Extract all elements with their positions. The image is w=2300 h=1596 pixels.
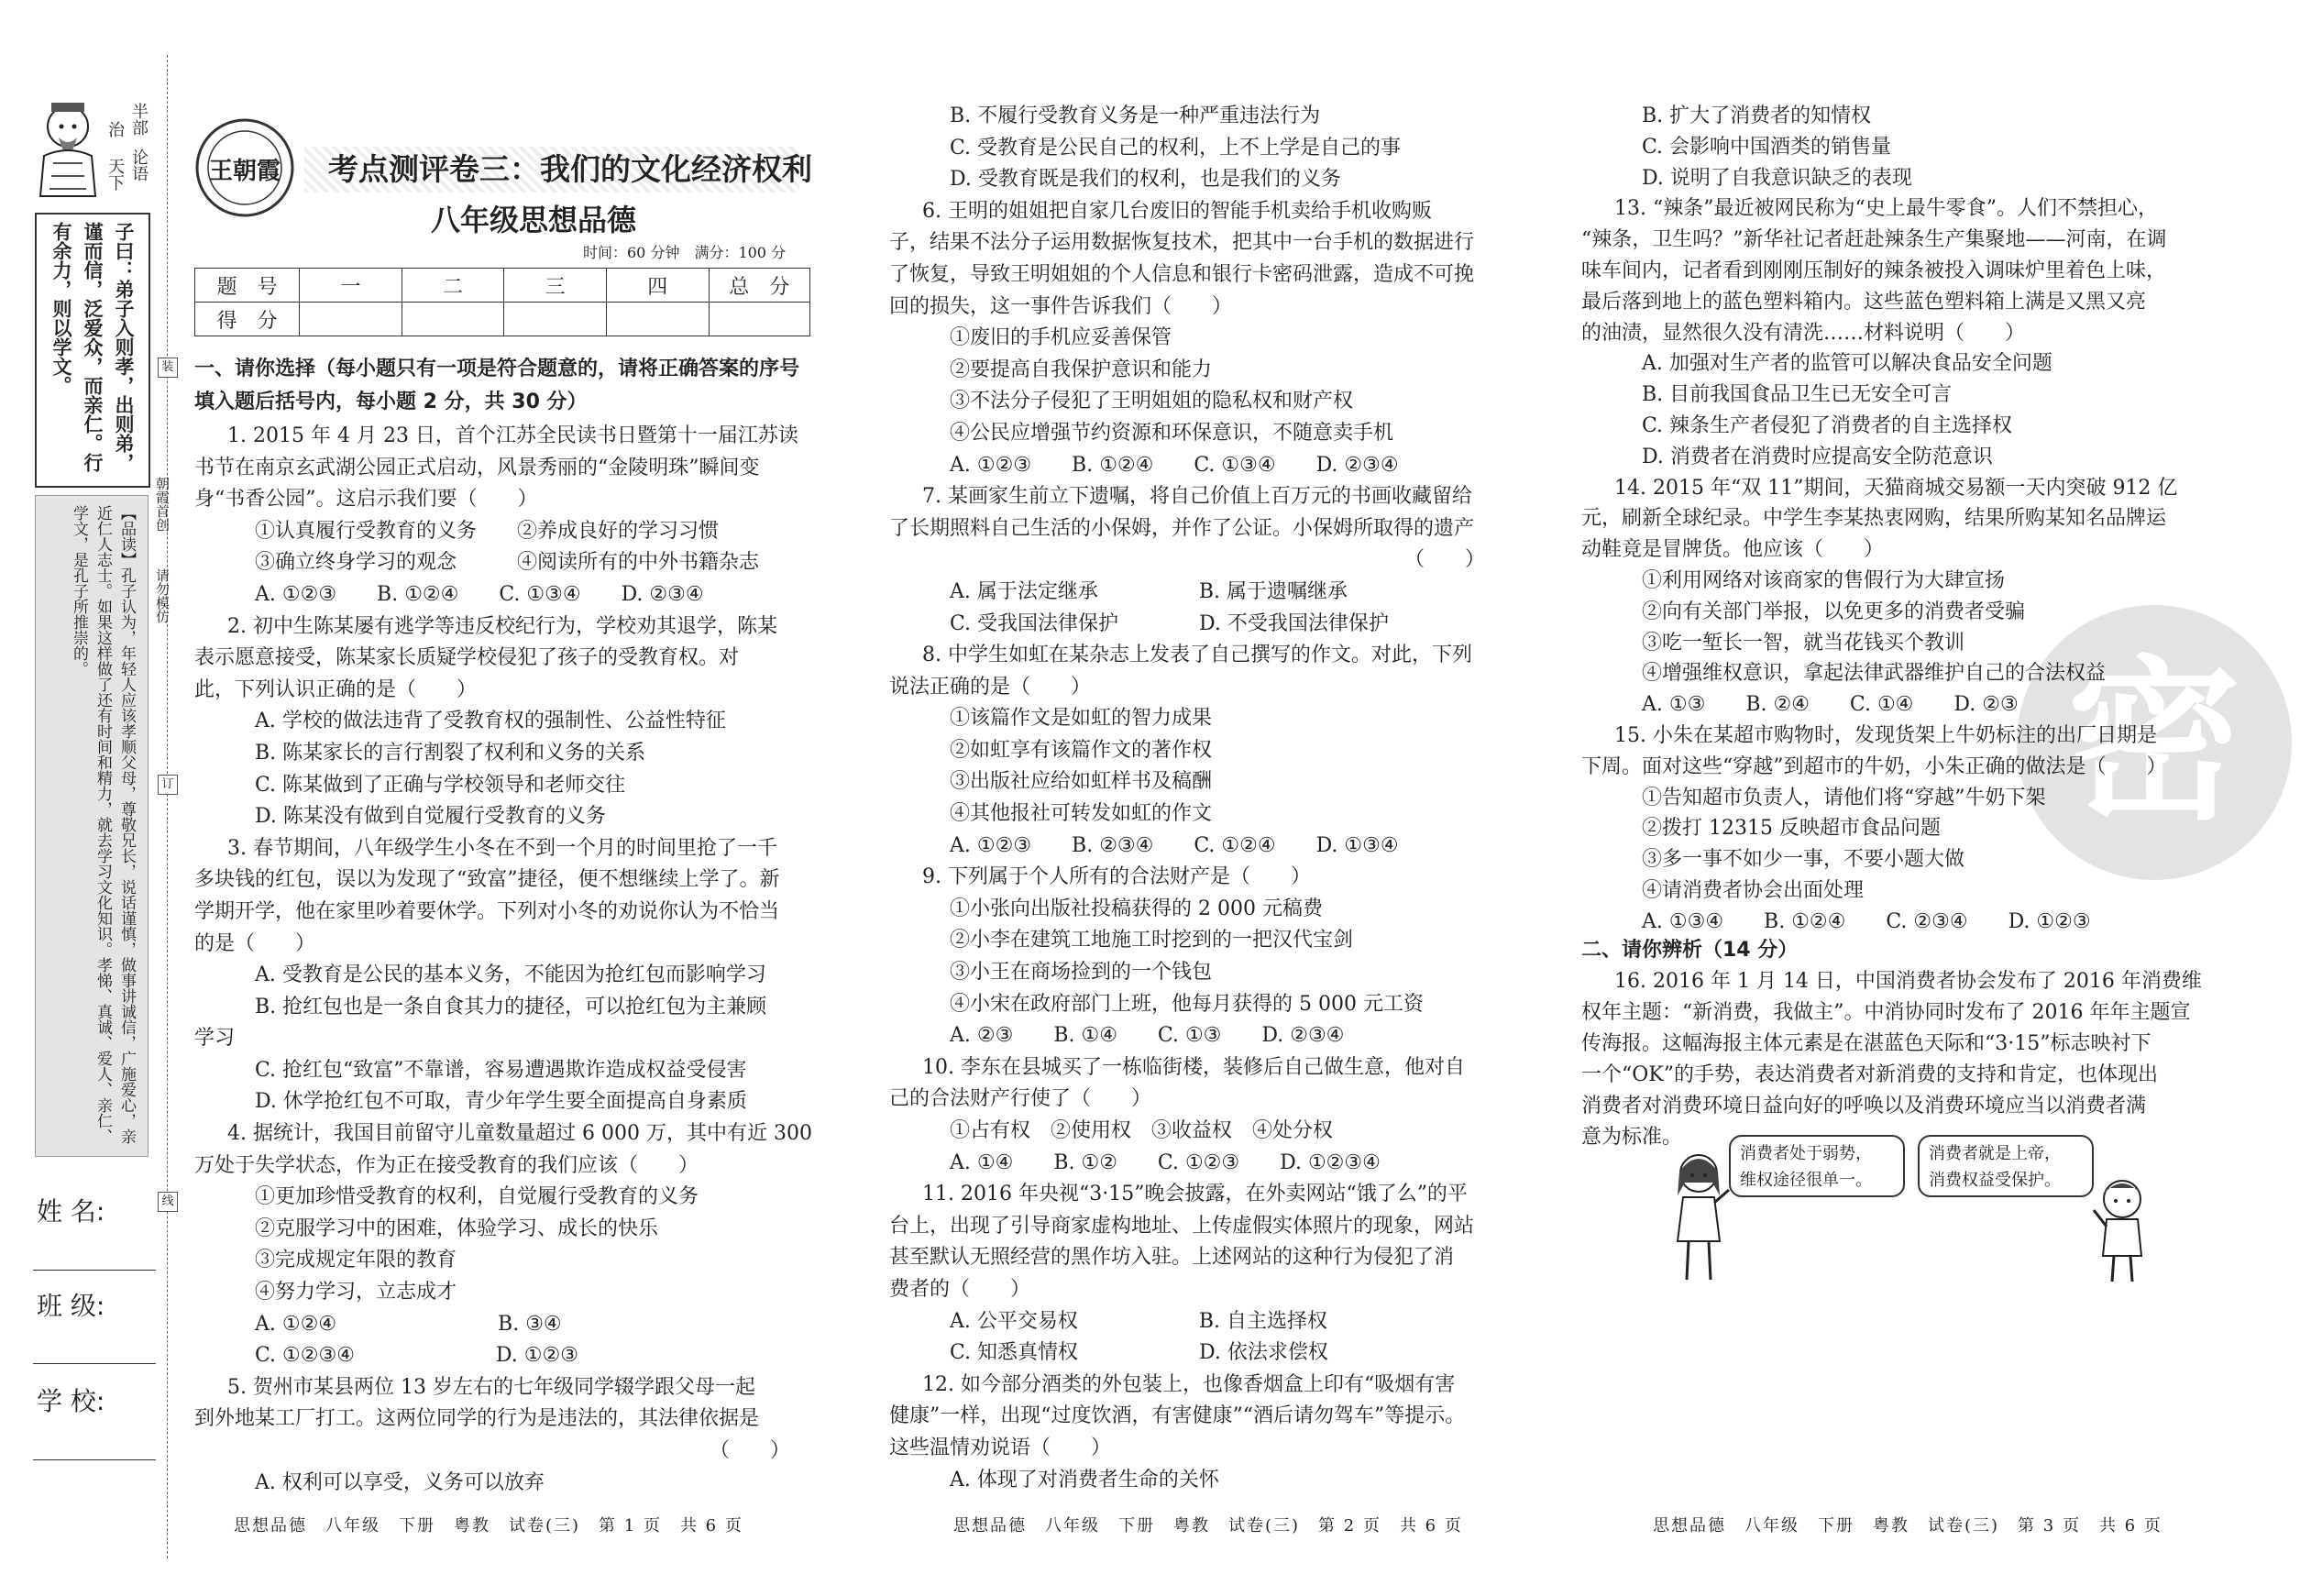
text-line: A. ②③ B. ①④ C. ①③ D. ②③④: [950, 1024, 1345, 1048]
corner-tag-1: 半部: [129, 103, 149, 136]
text-line: 4. 据统计，我国目前留守儿童数量超过 6 000 万，其中有近 300: [227, 1122, 812, 1146]
text-line: ④努力学习，立志成才: [255, 1281, 457, 1304]
bubble-right-line-1: 消费者就是上帝，: [1929, 1144, 2061, 1163]
text-line: ②如虹享有该篇作文的著作权: [950, 738, 1213, 762]
binding-seal-2: 订: [158, 775, 178, 795]
text-line: （ ）: [1403, 548, 1485, 572]
score-table: [194, 268, 810, 336]
score-cell-3[interactable]: [504, 303, 607, 336]
analects-quote: 子曰：弟子入则孝，出则弟，谨而信，泛爱众，而亲仁。行有余力，则以学文。: [50, 222, 135, 472]
text-line: C. 抢红包“致富”不靠谱，容易遭遇欺诈造成权益受侵害: [255, 1058, 747, 1082]
pindu-text: 【品读】孔子认为，年轻人应该孝顺父母，尊敬兄长，说话谨慎，做事讲诚信，广施爱心，亲近仁人志士。如果这样做了还有时间和精力，就去学习文化知识。孝悌、真诚、爱人、亲仁、学文，是孔子所推崇的。: [70, 505, 136, 1144]
score-header-total: 总 分: [709, 269, 810, 303]
text-line: A. 加强对生产者的监管可以解决食品安全问题: [1642, 352, 2052, 376]
text-line: 了恢复，导致王明姐姐的个人信息和银行卡密码泄露，造成不可挽: [889, 262, 1475, 286]
text-line: ④公民应增强节约资源和环保意识，不随意卖手机: [950, 421, 1394, 445]
text-line: A. 受教育是公民的基本义务，不能因为抢红包而影响学习: [255, 963, 766, 987]
text-line: 的油渍，显然很久没有清洗……材料说明（ ）: [1581, 321, 2026, 345]
text-line: ①该篇作文是如虹的智力成果: [950, 707, 1213, 731]
score-header-1: 一: [300, 269, 402, 303]
class-field[interactable]: [33, 1361, 156, 1364]
text-line: C. ①②③④ D. ①②③: [255, 1344, 578, 1368]
text-line: A. ①②③ B. ①②④ C. ①③④ D. ②③④: [255, 582, 704, 606]
text-line: A. ①④ B. ①② C. ①②③ D. ①②③④: [950, 1150, 1381, 1174]
section-2-heading: 二、请你辨析（14 分）: [1581, 939, 1799, 962]
text-line: 说法正确的是（ ）: [889, 675, 1092, 699]
text-line: （ ）: [709, 1439, 790, 1462]
text-line: 己的合法财产行使了（ ）: [889, 1087, 1152, 1111]
section-1-text: 一、请你选择（每小题只有一项是符合题意的，请将正确答案的序号填入题后括号内，每小题 2 分，共 30 分）: [194, 358, 800, 413]
text-line: 到外地某工厂打工。这两位同学的行为是违法的，其法律依据是: [194, 1407, 760, 1431]
name-field[interactable]: [33, 1268, 156, 1271]
text-line: 8. 中学生如虹在某杂志上发表了自己撰写的作文。对此，下列: [922, 644, 1472, 667]
score-cell-total[interactable]: [709, 303, 810, 336]
text-line: 16. 2016 年 1 月 14 日，中国消费者协会发布了 2016 年消费维: [1614, 970, 2202, 993]
text-line: ③多一事不如少一事，不要小题大做: [1642, 848, 1965, 872]
page-subtitle: 八年级思想品德: [431, 203, 637, 237]
text-line: ①更加珍惜受教育的权利，自觉履行受教育的义务: [255, 1185, 699, 1209]
text-line: 的是（ ）: [194, 931, 316, 955]
girl-illustration: [1667, 1146, 1731, 1283]
footer-page-1: 思想品德 八年级 下册 粤教 试卷(三) 第 1 页 共 6 页: [234, 1516, 743, 1535]
logo-text: 王朝霞: [208, 158, 281, 185]
text-line: 学期开学，他在家里吵着要休学。下列对小冬的劝说你认为不恰当: [194, 899, 780, 923]
section-1-heading: [194, 353, 814, 419]
text-line: 15. 小朱在某超市购物时，发现货架上牛奶标注的出厂日期是: [1614, 723, 2157, 747]
text-line: 味车间内，记者看到刚刚压制好的辣条被投入调味炉里着色上味，: [1581, 259, 2167, 282]
text-line: C. 辣条生产者侵犯了消费者的自主选择权: [1642, 413, 2013, 437]
name-label: 姓 名:: [37, 1196, 105, 1227]
text-line: 权年主题：“新消费，我做主”。中消协同时发布了 2016 年年主题宣: [1581, 1001, 2191, 1024]
score-cell-2[interactable]: [402, 303, 504, 336]
text-line: ①废旧的手机应妥善保管: [950, 326, 1172, 350]
score-header-2: 二: [402, 269, 504, 303]
bubble-right-line-2: 消费权益受保护。: [1929, 1171, 2061, 1190]
speech-bubble-left: [1729, 1135, 1905, 1197]
bubble-left-line-1: 消费者处于弱势，: [1740, 1144, 1872, 1163]
text-line: D. 受教育既是我们的权利，也是我们的义务: [950, 168, 1341, 192]
text-line: A. 体现了对消费者生命的关怀: [950, 1468, 1219, 1491]
text-line: 1. 2015 年 4 月 23 日，首个江苏全民读书日暨第十一届江苏读: [227, 424, 798, 447]
text-line: ①利用网络对该商家的售假行为大肆宣扬: [1642, 568, 2006, 592]
text-line: B. 陈某家长的言行割裂了权利和义务的关系: [255, 741, 646, 765]
footer-page-3: 思想品德 八年级 下册 粤教 试卷(三) 第 3 页 共 6 页: [1653, 1516, 2162, 1535]
text-line: A. ①③④ B. ①②④ C. ②③④ D. ①②③: [1642, 909, 2091, 933]
text-line: “辣条，卫生吗？”新华社记者赶赴辣条生产集聚地——河南，在调: [1581, 228, 2167, 252]
column-3: [1581, 101, 2205, 938]
score-cell-1[interactable]: [300, 303, 402, 336]
score-header-label: 题 号: [195, 269, 300, 303]
text-line: A. ①③ B. ②④ C. ①④ D. ②③: [1642, 693, 2019, 717]
text-line: 9. 下列属于个人所有的合法财产是（ ）: [922, 865, 1311, 889]
text-line: 动鞋竟是冒牌货。他应该（ ）: [1581, 538, 1885, 562]
boy-illustration: [2090, 1175, 2154, 1285]
text-line: ②拨打 12315 反映超市食品问题: [1642, 817, 1941, 841]
text-line: ③出版社应给如虹样书及稿酬: [950, 770, 1213, 794]
text-line: ③小王在商场捡到的一个钱包: [950, 961, 1213, 985]
watermark-char: 密: [2066, 641, 2241, 843]
score-header-3: 三: [504, 269, 607, 303]
text-line: ④其他报社可转发如虹的作文: [950, 802, 1213, 826]
corner-tag-2: 论语: [129, 149, 149, 182]
text-line: 台上，出现了引导商家虚构地址、上传虚假实体照片的现象，网站: [889, 1214, 1475, 1238]
text-line: D. 消费者在消费时应提高安全防范意识: [1642, 445, 1993, 468]
text-line: C. 陈某做到了正确与学校领导和老师交往: [255, 773, 626, 797]
text-line: A. 属于法定继承 B. 属于遗嘱继承: [950, 579, 1348, 603]
vertical-note-1: 朝霞首创: [154, 477, 171, 532]
text-line: 元，刷新全球纪录。中学生李某热衷网购，结果所购某知名品牌运: [1581, 507, 2167, 531]
text-line: 2. 初中生陈某屡有逃学等违反校纪行为，学校劝其退学，陈某: [227, 614, 777, 638]
text-line: ④请消费者协会出面处理: [1642, 878, 1865, 902]
text-line: ②克服学习中的困难，体验学习、成长的快乐: [255, 1216, 659, 1240]
text-line: B. 抢红包也是一条自食其力的捷径，可以抢红包为主兼顾: [255, 995, 767, 1018]
text-line: ③确立终身学习的观念 ④阅读所有的中外书籍杂志: [255, 551, 760, 575]
confucius-illustration: [31, 99, 103, 200]
text-line: 意为标准。: [1581, 1126, 1683, 1149]
text-line: ③完成规定年限的教育: [255, 1249, 457, 1272]
text-line: ①小张向出版社投稿获得的 2 000 元稿费: [950, 897, 1323, 920]
logo: [194, 117, 295, 218]
school-field[interactable]: [33, 1458, 156, 1460]
text-line: ④小宋在政府部门上班，他每月获得的 5 000 元工资: [950, 992, 1424, 1016]
text-line: 最后落到地上的蓝色塑料箱内。这些蓝色塑料箱上满是又黑又亮: [1581, 290, 2147, 314]
page-title: 考点测评卷三：我们的文化经济权利: [328, 151, 812, 187]
text-line: B. 扩大了消费者的知情权: [1642, 105, 1872, 127]
text-line: 健康”一样，出现“过度饮酒，有害健康”“酒后请勿驾车”等提示。: [889, 1404, 1466, 1428]
text-line: 此，下列认识正确的是（ ）: [194, 677, 478, 701]
pindu-box: [35, 495, 149, 1157]
footer-page-2: 思想品德 八年级 下册 粤教 试卷(三) 第 2 页 共 6 页: [953, 1516, 1463, 1535]
text-line: 6. 王明的姐姐把自家几台废旧的智能手机卖给手机收购贩: [922, 199, 1432, 223]
binding-line: [167, 55, 168, 1558]
corner-tag: [103, 103, 149, 204]
text-line: 书节在南京玄武湖公园正式启动，风景秀丽的“金陵明珠”瞬间变: [194, 456, 760, 479]
text-line: ②向有关部门举报，以免更多的消费者受骗: [1642, 600, 2026, 623]
text-line: ①认真履行受教育的义务 ②养成良好的学习习惯: [255, 519, 720, 543]
text-line: 13. “辣条”最近被网民称为“史上最牛零食”。人们不禁担心，: [1614, 197, 2158, 221]
text-line: 学习: [194, 1027, 236, 1051]
text-line: 费者的（ ）: [889, 1277, 1031, 1301]
corner-tag-3: 治: [105, 121, 125, 138]
text-line: A. ①②③ B. ②③④ C. ①②④ D. ①③④: [950, 833, 1399, 857]
text-line: 传海报。这幅海报主体元素是在湛蓝色天际和“3·15”标志映衬下: [1581, 1032, 2151, 1055]
text-line: 这些温情劝说语（ ）: [889, 1436, 1112, 1459]
column-1: [194, 421, 818, 1499]
analects-quote-box: [35, 213, 150, 488]
text-line: ④增强维权意识，拿起法律武器维护自己的合法权益: [1642, 662, 2107, 686]
text-line: A. 学校的做法违背了受教育权的强制性、公益性特征: [255, 710, 726, 733]
time-info: 时间：60 分钟 满分：100 分: [583, 244, 787, 261]
text-line: A. 权利可以享受，义务可以放弃: [255, 1470, 545, 1494]
text-line: 了长期照料自己生活的小保姆，并作了公证。小保姆所取得的遗产: [889, 516, 1475, 540]
text-line: 一个“OK”的手势，表达消费者对新消费的支持和肯定，也体现出: [1581, 1063, 2158, 1086]
text-line: C. 知悉真情权 D. 依法求偿权: [950, 1341, 1328, 1365]
text-line: ①告知超市负责人，请他们将“穿越”牛奶下架: [1642, 786, 2046, 809]
text-line: 回的损失，这一事件告诉我们（ ）: [889, 294, 1233, 318]
text-line: B. 目前我国食品卫生已无安全可言: [1642, 383, 1953, 407]
class-label: 班 级:: [37, 1291, 105, 1321]
text-line: 甚至默认无照经营的黑作坊入驻。上述网站的这种行为侵犯了消: [889, 1246, 1455, 1270]
text-line: 5. 贺州市某县两位 13 岁左右的七年级同学辍学跟父母一起: [227, 1375, 755, 1399]
text-line: 3. 春节期间，八年级学生小冬在不到一个月的时间里抢了一千: [227, 836, 777, 860]
vertical-note-2: 请勿模仿: [154, 568, 171, 623]
binding-seal-3: 线: [158, 1192, 178, 1212]
text-line: D. 休学抢红包不可取，青少年学生要全面提高自身素质: [255, 1090, 747, 1114]
column-2: [889, 101, 1513, 1496]
text-line: A. ①②③ B. ①②④ C. ①③④ D. ②③④: [950, 453, 1399, 477]
text-line: 表示愿意接受，陈某家长质疑学校侵犯了孩子的受教育权。对: [194, 646, 740, 670]
sidebar: [0, 0, 174, 1596]
text-line: ②小李在建筑工地施工时挖到的一把汉代宝剑: [950, 929, 1354, 952]
corner-tag-4: 天下: [105, 158, 125, 191]
speech-bubble-right: [1918, 1135, 2094, 1197]
text-line: 14. 2015 年“双 11”期间，天猫商城交易额一天内突破 912 亿: [1614, 476, 2178, 500]
text-line: 身“书香公园”。这启示我们要（ ）: [194, 488, 538, 512]
text-line: 子，结果不法分子运用数据恢复技术，把其中一台手机的数据进行: [889, 231, 1475, 255]
text-line: ①占有权 ②使用权 ③收益权 ④处分权: [950, 1119, 1334, 1142]
text-line: D. 陈某没有做到自觉履行受教育的义务: [255, 805, 606, 829]
text-line: 7. 某画家生前立下遗嘱，将自己价值上百万元的书画收藏留给: [922, 485, 1472, 509]
text-line: A. 公平交易权 B. 自主选择权: [950, 1309, 1328, 1333]
text-line: 下周。面对这些“穿越”到超市的牛奶，小朱正确的做法是（ ）: [1581, 754, 2167, 778]
text-line: B. 不履行受教育义务是一种严重违法行为: [950, 105, 1321, 127]
text-line: C. 受我国法律保护 D. 不受我国法律保护: [950, 611, 1389, 635]
school-label: 学 校:: [37, 1386, 105, 1416]
text-line: 消费者对消费环境日益向好的呼唤以及消费环境应当以消费者满: [1581, 1095, 2147, 1117]
text-line: ③吃一堑长一智，就当花钱买个教训: [1642, 631, 1965, 655]
text-line: D. 说明了自我意识缺乏的表现: [1642, 166, 1912, 190]
text-line: ③不法分子侵犯了王明姐姐的隐私权和财产权: [950, 390, 1354, 413]
binding-seal-1: 装: [158, 358, 178, 378]
text-line: 11. 2016 年央视“3·15”晚会披露，在外卖网站“饿了么”的平: [922, 1183, 1468, 1206]
text-line: A. ①②④ B. ③④: [255, 1312, 562, 1336]
text-line: 12. 如今部分酒类的外包装上，也像香烟盒上印有“吸烟有害: [922, 1372, 1456, 1396]
score-cell-4[interactable]: [606, 303, 709, 336]
text-line: 10. 李东在县城买了一栋临街楼，装修后自己做生意，他对自: [922, 1055, 1465, 1079]
score-row-label: 得 分: [195, 303, 300, 336]
question-16: [1581, 966, 2205, 1153]
text-line: C. 受教育是公民自己的权利，上不上学是自己的事: [950, 136, 1402, 160]
score-header-4: 四: [606, 269, 709, 303]
text-line: 多块钱的红包，误以为发现了“致富”捷径，便不想继续上学了。新: [194, 868, 780, 892]
text-line: ②要提高自我保护意识和能力: [950, 358, 1213, 381]
bubble-left-line-2: 维权途径很单一。: [1740, 1171, 1872, 1190]
text-line: C. 会影响中国酒类的销售量: [1642, 135, 1892, 159]
text-line: 万处于失学状态，作为正在接受教育的我们应该（ ）: [194, 1153, 699, 1177]
